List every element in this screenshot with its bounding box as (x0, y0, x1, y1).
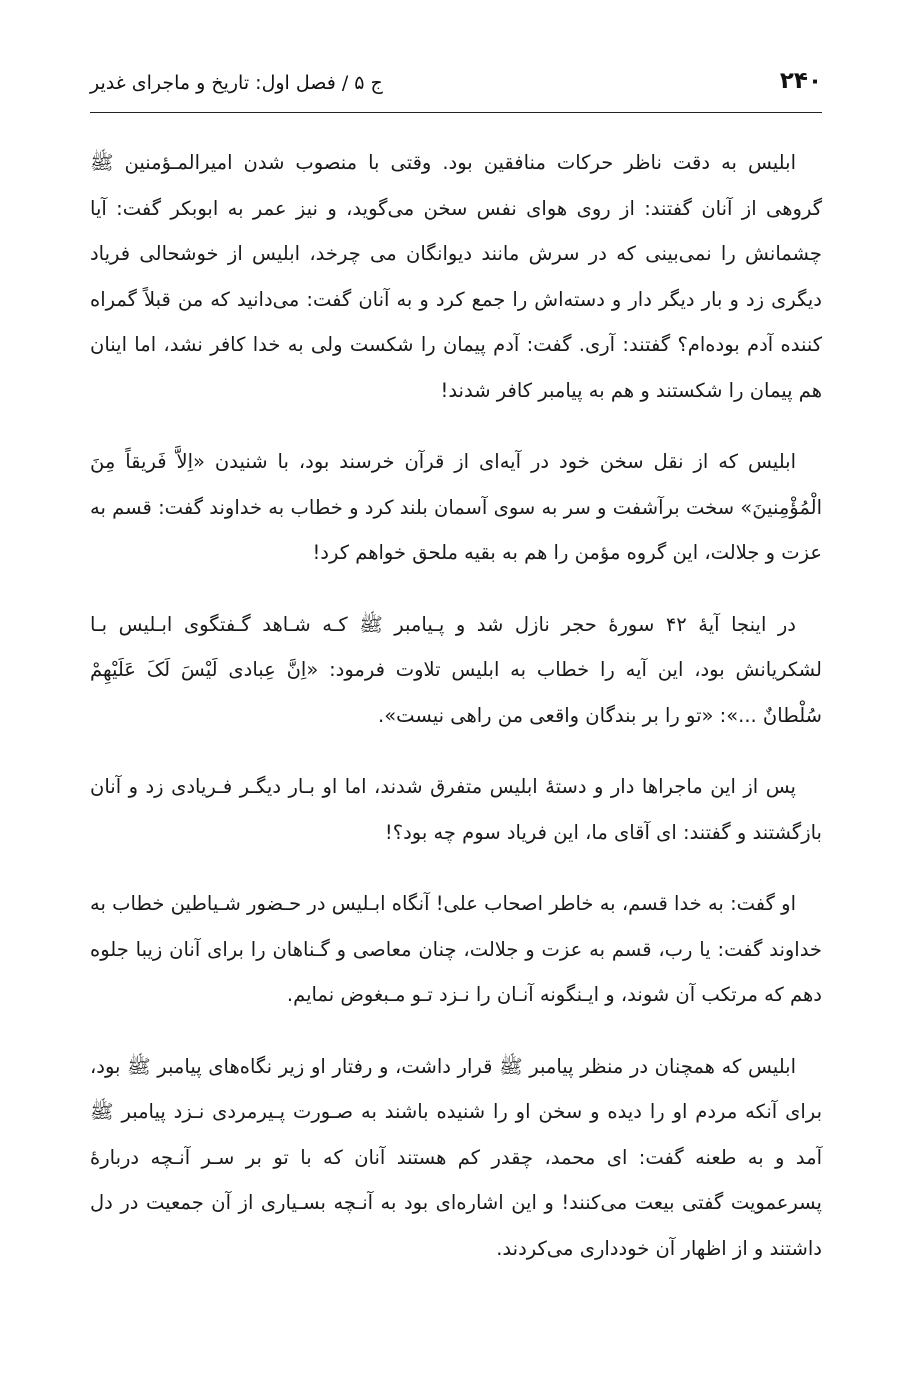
running-title: ج ۵ / فصل اول: تاریخ و ماجرای غدیر (90, 72, 383, 94)
paragraph-2: ابلیس که از نقل سخن خود در آیه‌ای از قرآن خرسند بود، با شنیدن «اِلاَّ فَریقاً مِنَ الْمُؤْمِنینَ» سخت برآشفت و سر به سوی آسمان بلند کرد و خطاب به خداوند گفت: قسم به عزت و جلالت، این گروه مؤمن را هم به بقیه ملحق خواهم کرد! (90, 450, 822, 564)
paragraph-1: ابلیس به دقت ناظر حرکات منافقین بود. وقتی با منصوب شدن امیرالمـؤمنین ﷺ گروهی از آنان گفتند: از روی هوای نفس سخن می‌گوید، و نیز عمر به ابوبکر گفت: آیا چشمانش را نمی‌بینی که در سرش مانند دیوانگان می چرخد، ابلیس از خوشحالی فریاد دیگری زد و بار دیگر دار و دسته‌اش را جمع کرد و به آنان گفت: می‌دانید که من قبلاً گمراه کننده آدم بوده‌ام؟ گفتند: آری. گفت: آدم پیمان را شکست ولی به خدا کافر نشد، اما اینان هم پیمان را شکستند و هم به پیامبر کافر شدند! (90, 151, 822, 402)
page-number: ۲۴۰ (779, 68, 822, 94)
paragraph-6: ابلیس که همچنان در منظر پیامبر ﷺ قرار داشت، و رفتار او زیر نگاه‌های پیامبر ﷺ بود، برای آنکه مردم او را دیده و سخن او را شنیده باشند به صـورت پـیرمردی نـزد پیامبر ﷺ آمد و به طعنه گفت: ای محمد، چقدر کم هستند آنان که با تو بر سـر آنـچه دربارهٔ پسرعمویت گفتی بیعت می‌کنند! و این اشاره‌ای بود به آنـچه بسـیاری از آن جمعیت در دل داشتند و از اظهار آن خودداری می‌کردند. (90, 1054, 822, 1260)
body-text (90, 140, 822, 1271)
paragraph-4: پس از این ماجراها دار و دستهٔ ابلیس متفرق شدند، اما او بـار دیگـر فـریادی زد و آنان بازگشتند و گفتند: ای آقای ما، این فریاد سوم چه بود؟! (90, 775, 822, 844)
paragraph-3: در اینجا آیهٔ ۴۲ سورهٔ حجر نازل شد و پـیامبر ﷺ کـه شـاهد گـفتگوی ابـلیس بـا لشکریانش بود، این آیه را خطاب به ابلیس تلاوت فرمود: «اِنَّ عِبادی لَیْسَ لَکَ عَلَیْهِمْ سُلْطانٌ ...»: «تو را بر بندگان واقعی من راهی نیست». (90, 612, 822, 727)
page-header (90, 62, 822, 113)
paragraph-5: او گفت: به خدا قسم، به خاطر اصحاب علی! آنگاه ابـلیس در حـضور شـیاطین خطاب به خداوند گفت: یا رب، قسم به عزت و جلالت، چنان معاصی و گـناهان را برای آنان زیبا جلوه دهم که مرتکب آن شوند، و ایـنگونه آنـان را نـزد تـو مـبغوض نمایم. (90, 892, 822, 1006)
